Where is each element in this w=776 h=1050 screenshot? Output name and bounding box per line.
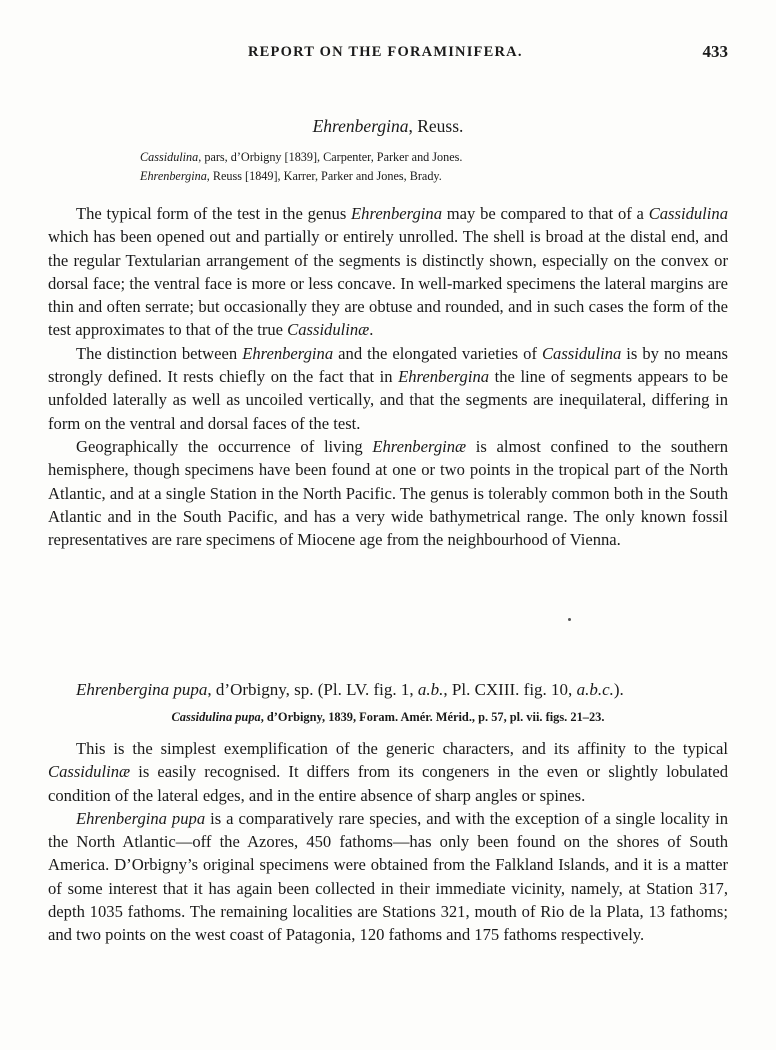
page-header — [0, 44, 776, 70]
body-paragraph — [48, 807, 728, 947]
text-run: is easily recognised. It differs from its congeners in the even or slightly lobulated condition of the lateral edges, and in the entire absence of sharp angles or spines. — [48, 762, 728, 805]
synonym-taxon: Cassidulina — [140, 150, 199, 164]
synonymy-line — [140, 148, 700, 167]
synonymy-list — [140, 148, 700, 186]
body-paragraph — [48, 435, 728, 551]
italic-run: Ehrenbergina — [242, 343, 334, 363]
text-run: This is the simplest exemplification of the generic characters, and its affinity to the typical — [76, 739, 728, 758]
text-run: and the elongated varieties of — [333, 343, 542, 363]
italic-run: Cassidulinæ — [48, 762, 131, 782]
genus-heading — [0, 116, 776, 137]
text-run: . — [369, 320, 374, 340]
italic-run: a.b.c. — [576, 680, 614, 699]
running-title: REPORT ON THE FORAMINIFERA. — [248, 44, 523, 60]
text-run: The typical form of the test in the genus — [76, 204, 352, 223]
text-run: is a comparatively rare species, and with the exception of a single locality in the North Atlantic—off the Azores, 450 fathoms—has only been found on the shores of South America. D’Orbigny’s original specimens were obtained from the Falkland Islands, and it is a matter of some interest that it has again been collected in their immediate vicinity, namely, at Station 317, depth 1035 fathoms. The remaining localities are Stations 321, mouth of Rio de la Plata, 13 fathoms; and two points on the west coast of Patagonia, 120 fathoms and 175 fathoms respectively. — [48, 808, 728, 945]
species-reference — [0, 710, 776, 725]
italic-run: Ehrenbergina pupa — [76, 680, 208, 699]
italic-run: a.b. — [417, 680, 444, 699]
synonym-text: , Reuss [1849], Karrer, Parker and Jones, Brady. — [206, 169, 442, 183]
genus-name: Ehrenbergina — [312, 116, 409, 136]
text-run: ). — [613, 680, 624, 699]
italic-run: Cassidulina — [648, 204, 728, 223]
italic-run: Ehrenberginæ — [372, 436, 467, 456]
species-heading — [76, 680, 736, 700]
genus-description — [48, 202, 728, 551]
italic-run: Cassidulinæ — [287, 320, 370, 340]
text-run: , Pl. CXIII. fig. 10, — [443, 680, 577, 699]
text-run: the line of segments appears to be unfolded laterally as well as uncoiled vertically, and that the segments are inequilateral, differing in form on the ventral and dorsal faces of the test. — [48, 367, 728, 433]
italic-run: Ehrenbergina — [351, 204, 442, 223]
italic-run: Cassidulina — [541, 343, 622, 363]
text-run: , d’Orbigny, 1839, Foram. Amér. Mérid., p. 57, pl. vii. figs. 21–23. — [260, 710, 605, 724]
body-paragraph — [48, 342, 728, 435]
italic-run: Cassidulina pupa — [171, 710, 261, 724]
text-run: may be compared to that of a — [442, 204, 649, 223]
italic-run: Ehrenbergina — [398, 367, 490, 387]
text-run: is almost confined to the southern hemisphere, though specimens have been found at one or two points in the tropical part of the North Atlantic, and at a single Station in the North Pacific. The genus is tolerably common both in the South Atlantic and in the South Pacific, and has a very wide bathymetrical range. The only known fossil representatives are rare specimens of Miocene age from the neighbourhood of Vienna. — [48, 436, 728, 550]
synonym-taxon: Ehrenbergina — [140, 169, 207, 183]
print-speck — [568, 618, 571, 621]
synonym-text: , pars, d’Orbigny [1839], Carpenter, Parker and Jones. — [198, 150, 463, 164]
genus-authority: , Reuss. — [408, 116, 464, 136]
page-number: 433 — [702, 42, 728, 61]
text-run: Geographically the occurrence of living — [76, 436, 373, 456]
text-run: , d’Orbigny, sp. (Pl. LV. fig. 1, — [207, 680, 418, 699]
text-run: is by no means strongly defined. It rests chiefly on the fact that in — [48, 343, 728, 387]
text-run: The distinction between — [76, 343, 243, 363]
italic-run: Ehrenbergina pupa — [76, 808, 206, 828]
synonymy-line — [140, 167, 700, 186]
body-paragraph — [48, 737, 728, 807]
body-paragraph — [48, 202, 728, 342]
text-run: which has been opened out and partially or entirely unrolled. The shell is broad at the distal end, and the regular Textularian arrangement of the segments is distinctly shown, especially on the convex or dorsal face; the ventral face is more or less concave. In well-marked specimens the lateral margins are thin and often serrate; but occasionally they are obtuse and rounded, and in such cases the form of the test approximates to that of the true — [48, 227, 728, 340]
species-description — [48, 737, 728, 947]
